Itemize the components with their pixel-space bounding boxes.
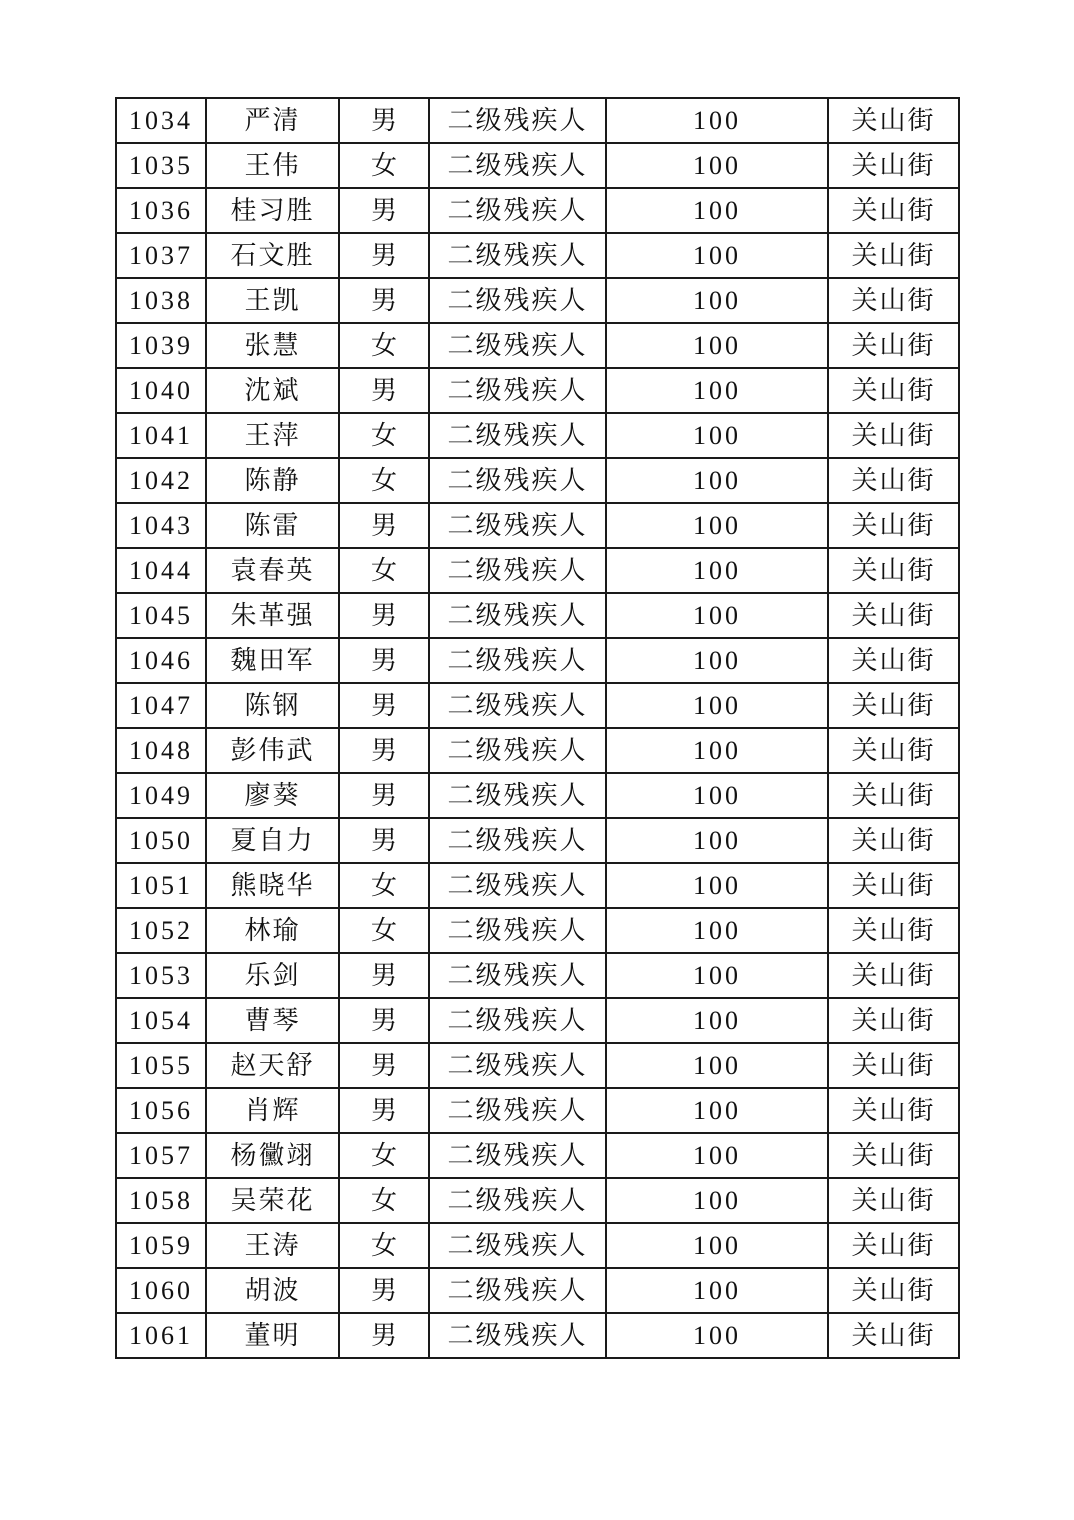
cell-gender: 男 (339, 953, 429, 998)
cell-id: 1045 (116, 593, 206, 638)
table-row (116, 1223, 959, 1268)
cell-disability-level: 二级残疾人 (429, 638, 606, 683)
cell-amount: 100 (606, 1313, 828, 1358)
cell-disability-level: 二级残疾人 (429, 1133, 606, 1178)
table-row (116, 998, 959, 1043)
cell-gender: 男 (339, 773, 429, 818)
cell-id: 1060 (116, 1268, 206, 1313)
cell-name: 肖辉 (206, 1088, 339, 1133)
cell-gender: 男 (339, 368, 429, 413)
cell-disability-level: 二级残疾人 (429, 368, 606, 413)
cell-gender: 女 (339, 1223, 429, 1268)
table-row (116, 458, 959, 503)
cell-name: 熊晓华 (206, 863, 339, 908)
cell-street: 关山街 (828, 908, 959, 953)
cell-name: 董明 (206, 1313, 339, 1358)
cell-name: 吴荣花 (206, 1178, 339, 1223)
cell-amount: 100 (606, 188, 828, 233)
cell-id: 1059 (116, 1223, 206, 1268)
cell-disability-level: 二级残疾人 (429, 863, 606, 908)
cell-disability-level: 二级残疾人 (429, 1268, 606, 1313)
cell-disability-level: 二级残疾人 (429, 323, 606, 368)
cell-id: 1053 (116, 953, 206, 998)
cell-amount: 100 (606, 953, 828, 998)
cell-gender: 男 (339, 98, 429, 143)
cell-gender: 男 (339, 593, 429, 638)
cell-amount: 100 (606, 1178, 828, 1223)
cell-name: 胡波 (206, 1268, 339, 1313)
cell-disability-level: 二级残疾人 (429, 503, 606, 548)
cell-disability-level: 二级残疾人 (429, 548, 606, 593)
cell-id: 1047 (116, 683, 206, 728)
cell-amount: 100 (606, 998, 828, 1043)
table-row (116, 863, 959, 908)
cell-gender: 男 (339, 1268, 429, 1313)
table-row (116, 1313, 959, 1358)
cell-street: 关山街 (828, 1133, 959, 1178)
cell-gender: 女 (339, 548, 429, 593)
cell-gender: 女 (339, 1133, 429, 1178)
cell-id: 1034 (116, 98, 206, 143)
cell-disability-level: 二级残疾人 (429, 278, 606, 323)
cell-name: 王伟 (206, 143, 339, 188)
cell-street: 关山街 (828, 1223, 959, 1268)
cell-disability-level: 二级残疾人 (429, 1223, 606, 1268)
cell-id: 1051 (116, 863, 206, 908)
table-row (116, 323, 959, 368)
cell-gender: 女 (339, 1178, 429, 1223)
cell-gender: 男 (339, 728, 429, 773)
cell-gender: 女 (339, 458, 429, 503)
cell-gender: 女 (339, 908, 429, 953)
cell-street: 关山街 (828, 1088, 959, 1133)
cell-amount: 100 (606, 773, 828, 818)
cell-name: 陈雷 (206, 503, 339, 548)
cell-street: 关山街 (828, 953, 959, 998)
cell-id: 1057 (116, 1133, 206, 1178)
cell-disability-level: 二级残疾人 (429, 728, 606, 773)
cell-id: 1050 (116, 818, 206, 863)
cell-amount: 100 (606, 143, 828, 188)
cell-name: 魏田军 (206, 638, 339, 683)
cell-id: 1039 (116, 323, 206, 368)
cell-gender: 男 (339, 683, 429, 728)
cell-disability-level: 二级残疾人 (429, 1313, 606, 1358)
cell-id: 1043 (116, 503, 206, 548)
cell-name: 廖葵 (206, 773, 339, 818)
cell-street: 关山街 (828, 1178, 959, 1223)
cell-disability-level: 二级残疾人 (429, 908, 606, 953)
table-row (116, 773, 959, 818)
cell-disability-level: 二级残疾人 (429, 1178, 606, 1223)
table-row (116, 503, 959, 548)
cell-street: 关山街 (828, 143, 959, 188)
cell-gender: 男 (339, 1043, 429, 1088)
cell-disability-level: 二级残疾人 (429, 953, 606, 998)
cell-gender: 男 (339, 503, 429, 548)
recipient-table (115, 97, 960, 1359)
cell-street: 关山街 (828, 998, 959, 1043)
cell-amount: 100 (606, 503, 828, 548)
cell-name: 张慧 (206, 323, 339, 368)
cell-street: 关山街 (828, 773, 959, 818)
cell-id: 1061 (116, 1313, 206, 1358)
cell-amount: 100 (606, 368, 828, 413)
cell-amount: 100 (606, 1088, 828, 1133)
cell-street: 关山街 (828, 188, 959, 233)
cell-id: 1055 (116, 1043, 206, 1088)
cell-gender: 男 (339, 1313, 429, 1358)
cell-street: 关山街 (828, 98, 959, 143)
cell-street: 关山街 (828, 548, 959, 593)
table-row (116, 548, 959, 593)
table-row (116, 413, 959, 458)
cell-name: 林瑜 (206, 908, 339, 953)
cell-street: 关山街 (828, 1043, 959, 1088)
cell-amount: 100 (606, 458, 828, 503)
cell-id: 1049 (116, 773, 206, 818)
cell-name: 沈斌 (206, 368, 339, 413)
cell-name: 严清 (206, 98, 339, 143)
cell-name: 陈钢 (206, 683, 339, 728)
cell-street: 关山街 (828, 683, 959, 728)
cell-amount: 100 (606, 593, 828, 638)
cell-gender: 女 (339, 143, 429, 188)
cell-name: 杨黴翊 (206, 1133, 339, 1178)
cell-street: 关山街 (828, 593, 959, 638)
cell-amount: 100 (606, 728, 828, 773)
table-row (116, 1043, 959, 1088)
cell-disability-level: 二级残疾人 (429, 773, 606, 818)
cell-street: 关山街 (828, 233, 959, 278)
cell-amount: 100 (606, 863, 828, 908)
cell-amount: 100 (606, 1133, 828, 1178)
cell-amount: 100 (606, 683, 828, 728)
cell-disability-level: 二级残疾人 (429, 683, 606, 728)
table-row (116, 1133, 959, 1178)
cell-amount: 100 (606, 1043, 828, 1088)
cell-name: 彭伟武 (206, 728, 339, 773)
cell-id: 1054 (116, 998, 206, 1043)
table-row (116, 143, 959, 188)
table-row (116, 638, 959, 683)
cell-id: 1056 (116, 1088, 206, 1133)
cell-id: 1040 (116, 368, 206, 413)
cell-gender: 男 (339, 278, 429, 323)
cell-name: 曹琴 (206, 998, 339, 1043)
cell-id: 1052 (116, 908, 206, 953)
cell-gender: 男 (339, 998, 429, 1043)
cell-id: 1036 (116, 188, 206, 233)
cell-disability-level: 二级残疾人 (429, 1043, 606, 1088)
table-row (116, 233, 959, 278)
cell-name: 王涛 (206, 1223, 339, 1268)
cell-street: 关山街 (828, 1313, 959, 1358)
cell-id: 1041 (116, 413, 206, 458)
cell-id: 1035 (116, 143, 206, 188)
table-row (116, 953, 959, 998)
cell-name: 夏自力 (206, 818, 339, 863)
cell-disability-level: 二级残疾人 (429, 233, 606, 278)
cell-disability-level: 二级残疾人 (429, 413, 606, 458)
cell-street: 关山街 (828, 638, 959, 683)
cell-name: 乐剑 (206, 953, 339, 998)
cell-name: 王萍 (206, 413, 339, 458)
cell-disability-level: 二级残疾人 (429, 998, 606, 1043)
cell-disability-level: 二级残疾人 (429, 818, 606, 863)
cell-name: 袁春英 (206, 548, 339, 593)
table-row (116, 368, 959, 413)
table-row (116, 593, 959, 638)
cell-amount: 100 (606, 818, 828, 863)
table-row (116, 188, 959, 233)
cell-name: 石文胜 (206, 233, 339, 278)
cell-name: 赵天舒 (206, 1043, 339, 1088)
table-row (116, 98, 959, 143)
cell-gender: 男 (339, 1088, 429, 1133)
cell-amount: 100 (606, 323, 828, 368)
cell-street: 关山街 (828, 863, 959, 908)
cell-street: 关山街 (828, 458, 959, 503)
cell-gender: 女 (339, 863, 429, 908)
cell-gender: 男 (339, 638, 429, 683)
cell-street: 关山街 (828, 728, 959, 773)
table-row (116, 1268, 959, 1313)
cell-disability-level: 二级残疾人 (429, 593, 606, 638)
cell-street: 关山街 (828, 413, 959, 458)
table-row (116, 728, 959, 773)
cell-amount: 100 (606, 278, 828, 323)
cell-amount: 100 (606, 1268, 828, 1313)
table-row (116, 818, 959, 863)
cell-street: 关山街 (828, 323, 959, 368)
cell-street: 关山街 (828, 818, 959, 863)
cell-name: 桂习胜 (206, 188, 339, 233)
cell-disability-level: 二级残疾人 (429, 188, 606, 233)
cell-id: 1058 (116, 1178, 206, 1223)
cell-gender: 女 (339, 413, 429, 458)
cell-name: 陈静 (206, 458, 339, 503)
cell-street: 关山街 (828, 1268, 959, 1313)
cell-gender: 男 (339, 233, 429, 278)
cell-street: 关山街 (828, 503, 959, 548)
cell-disability-level: 二级残疾人 (429, 458, 606, 503)
cell-gender: 女 (339, 323, 429, 368)
table-row (116, 683, 959, 728)
cell-gender: 男 (339, 818, 429, 863)
cell-amount: 100 (606, 413, 828, 458)
cell-street: 关山街 (828, 368, 959, 413)
table-row (116, 1178, 959, 1223)
cell-id: 1046 (116, 638, 206, 683)
cell-disability-level: 二级残疾人 (429, 143, 606, 188)
cell-amount: 100 (606, 548, 828, 593)
cell-amount: 100 (606, 98, 828, 143)
cell-id: 1037 (116, 233, 206, 278)
table-row (116, 908, 959, 953)
cell-id: 1048 (116, 728, 206, 773)
cell-name: 朱革强 (206, 593, 339, 638)
cell-amount: 100 (606, 638, 828, 683)
table-row (116, 278, 959, 323)
cell-amount: 100 (606, 908, 828, 953)
cell-street: 关山街 (828, 278, 959, 323)
cell-disability-level: 二级残疾人 (429, 98, 606, 143)
cell-id: 1038 (116, 278, 206, 323)
table-row (116, 1088, 959, 1133)
cell-gender: 男 (339, 188, 429, 233)
cell-amount: 100 (606, 1223, 828, 1268)
cell-amount: 100 (606, 233, 828, 278)
cell-disability-level: 二级残疾人 (429, 1088, 606, 1133)
cell-name: 王凯 (206, 278, 339, 323)
recipient-table-body (116, 98, 959, 1358)
cell-id: 1042 (116, 458, 206, 503)
cell-id: 1044 (116, 548, 206, 593)
